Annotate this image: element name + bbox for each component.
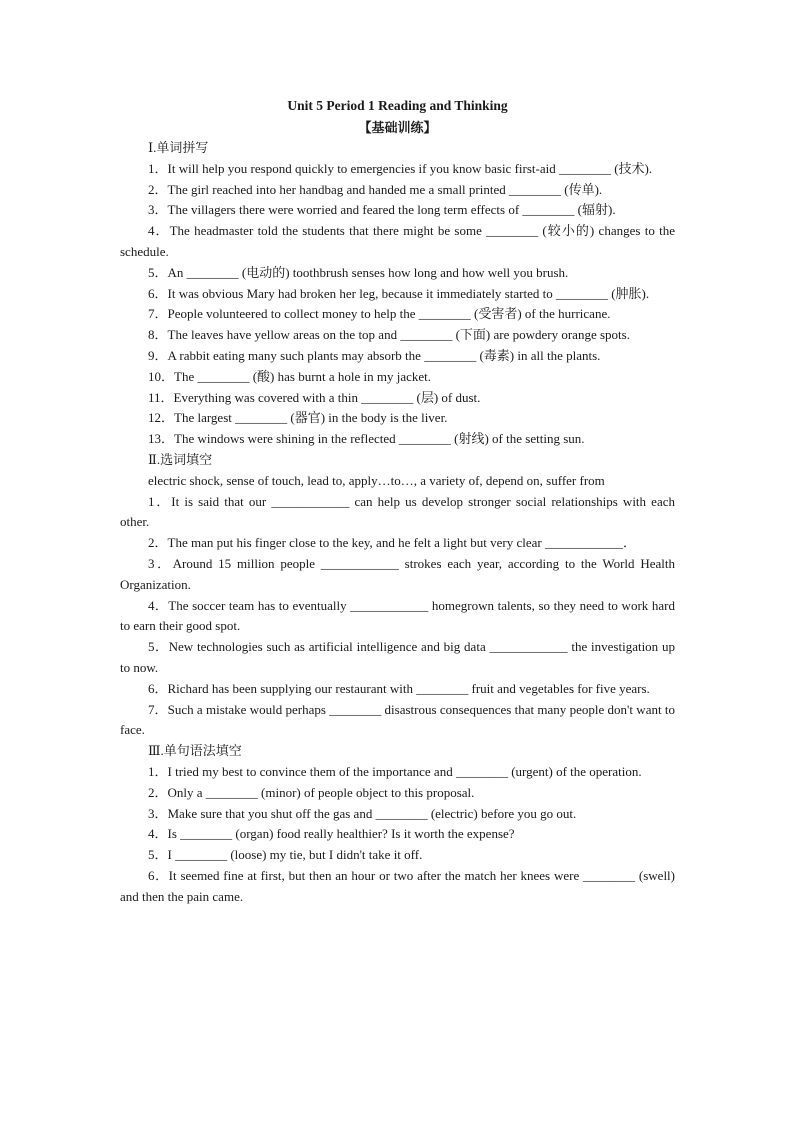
exercise-item: 2．The girl reached into her handbag and handed me a small printed ________ (传单). bbox=[148, 181, 603, 197]
exercise-item: 1．I tried my best to convince them of the importance and ________ (urgent) of the operation. bbox=[148, 763, 642, 779]
page-title: Unit 5 Period 1 Reading and Thinking bbox=[287, 98, 508, 113]
exercise-item: 4．Is ________ (organ) food really healthier? Is it worth the expense? bbox=[148, 826, 515, 842]
worksheet-page bbox=[120, 95, 675, 907]
exercise-item: 5．New technologies such as artificial intelligence and big data ____________ the investigation up to now. bbox=[120, 639, 675, 675]
exercise-item: 3．Make sure that you shut off the gas and ________ (electric) before you go out. bbox=[148, 805, 577, 821]
section-heading-spelling: Ⅰ.单词拼写 bbox=[148, 140, 209, 155]
exercise-item: 5．I ________ (loose) my tie, but I didn't take it off. bbox=[148, 847, 423, 863]
exercise-item: 7．Such a mistake would perhaps ________ disastrous consequences that many people don't want to face. bbox=[120, 701, 675, 738]
exercise-item: 6．It was obvious Mary had broken her leg, because it immediately started to ________ (肿胀). bbox=[148, 285, 650, 301]
exercise-item: 6．Richard has been supplying our restaurant with ________ fruit and vegetables for five years. bbox=[148, 680, 650, 696]
exercise-item: 7．People volunteered to collect money to help the ________ (受害者) of the hurricane. bbox=[148, 306, 611, 322]
exercise-item: 2．Only a ________ (minor) of people object to this proposal. bbox=[148, 784, 475, 800]
exercise-item: 6．It seemed fine at first, but then an hour or two after the match her knees were ________ (swell) and then the pain came. bbox=[120, 867, 675, 904]
page-subtitle: 【基础训练】 bbox=[358, 120, 437, 135]
exercise-item: 5．An ________ (电动的) toothbrush senses how long and how well you brush. bbox=[148, 264, 569, 280]
section-heading-word-choice: Ⅱ.选词填空 bbox=[148, 451, 213, 467]
exercise-item: 8．The leaves have yellow areas on the top and ________ (下面) are powdery orange spots. bbox=[148, 327, 630, 343]
exercise-item: 1．It is said that our ____________ can help us develop stronger social relationships with each other. bbox=[120, 493, 675, 530]
exercise-item: 3．Around 15 million people ____________ strokes each year, according to the World Health Organization. bbox=[120, 555, 675, 592]
exercise-item: 13．The windows were shining in the reflected ________ (射线) of the setting sun. bbox=[148, 431, 585, 447]
exercise-item: 4．The headmaster told the students that there might be some ________ (较小的) changes to the schedule. bbox=[120, 223, 675, 259]
word-bank: electric shock, sense of touch, lead to, apply…to…, a variety of, depend on, suffer from bbox=[148, 472, 605, 488]
exercise-item: 2．The man put his finger close to the key, and he felt a light but very clear ____________． bbox=[148, 535, 636, 551]
exercise-item: 11．Everything was covered with a thin ________ (层) of dust. bbox=[148, 389, 481, 405]
exercise-item: 4．The soccer team has to eventually ____________ homegrown talents, so they need to work hard to earn their good spot. bbox=[120, 597, 675, 634]
exercise-item: 9．A rabbit eating many such plants may absorb the ________ (毒素) in all the plants. bbox=[148, 347, 601, 363]
exercise-item: 12．The largest ________ (器官) in the body is the liver. bbox=[148, 410, 448, 426]
exercise-item: 10．The ________ (酸) has burnt a hole in my jacket. bbox=[148, 368, 432, 384]
exercise-item: 3．The villagers there were worried and feared the long term effects of ________ (辐射). bbox=[148, 202, 616, 218]
exercise-item: 1．It will help you respond quickly to emergencies if you know basic first-aid ________ (技术). bbox=[148, 160, 653, 176]
section-heading-grammar: Ⅲ.单句语法填空 bbox=[148, 743, 242, 759]
